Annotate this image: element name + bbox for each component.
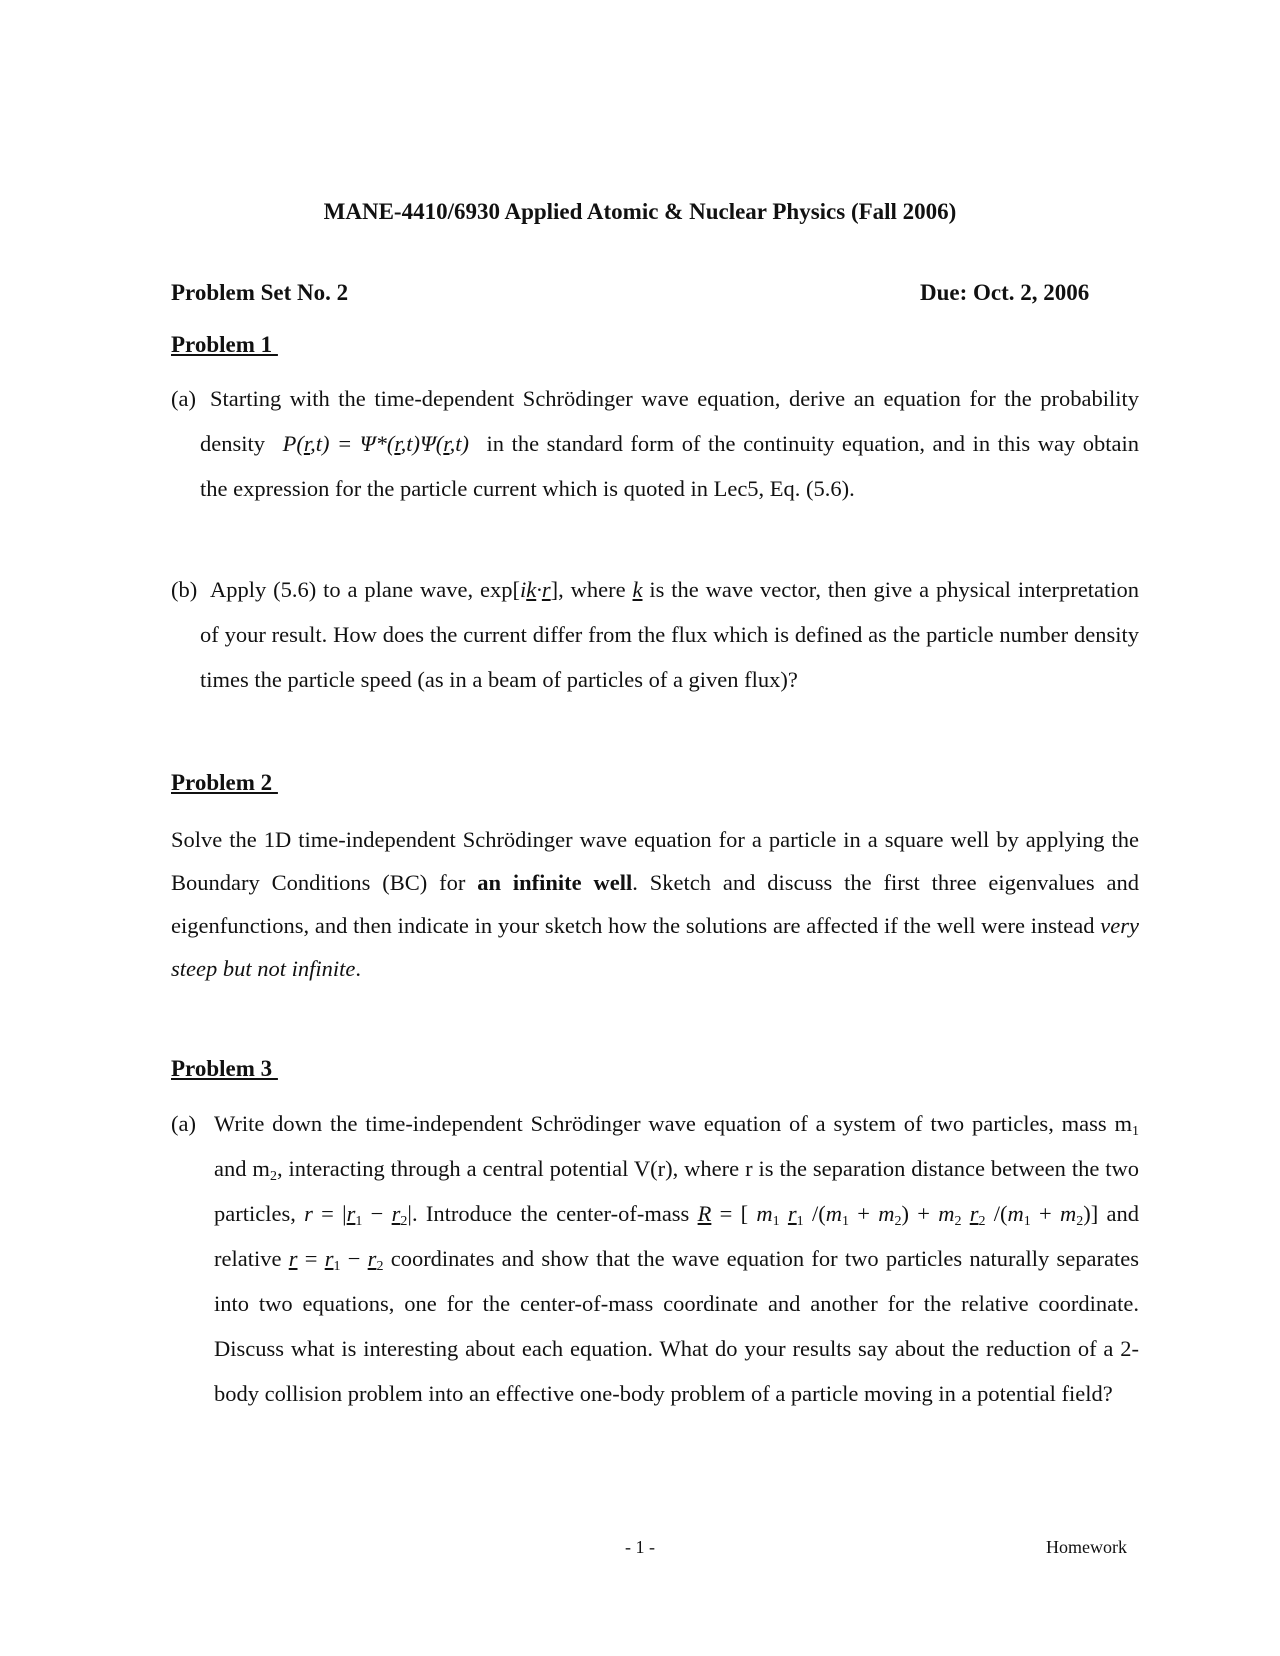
problem-2-text: Solve the 1D time-independent Schrödinger wave equation for a particle in a square well by applying the Boundary Conditions (BC) for an infinite well. Sketch and discuss the first three eigenvalues and eigenfunctions, and then indicate in your sketch how the solutions are affected if the well were instead very steep but not infinite.: [171, 827, 1140, 981]
plane-wave-formula: exp[ik·r]: [479, 577, 559, 602]
problem-1b: (b) Apply (5.6) to a plane wave, exp[ik·r], where k is the wave vector, then give a physical interpretation of your result. How does the current differ from the flux which is defined as the particle number density times the particle speed (as in a beam of particles of a given flux)?: [171, 567, 1139, 702]
steep-well-emphasis: very steep but not infinite: [171, 913, 1139, 981]
probability-density-formula: P(r,t) = Ψ*(r,t)Ψ(r,t): [282, 431, 469, 456]
center-of-mass-formula: R = [ $m_1$ $r_1$ $/(m_1 + m_2) + m_2$ $r_2$ $/(m_1 + m_2)$]: [697, 1201, 1099, 1229]
problem-1a: (a) Starting with the time-dependent Schrödinger wave equation, derive an equation for the probability density P(r,t) = Ψ*(r,t)Ψ(r,t) in the standard form of the continuity equation, and in this way obtain the expression for the particle current which is quoted in Lec5, Eq. (5.6).: [171, 376, 1139, 511]
problem-1b-label: (b): [171, 577, 198, 602]
problem-3a-label: (a): [171, 1111, 196, 1136]
problem-3-heading: Problem 3: [171, 1056, 278, 1081]
problem-2-heading: Problem 2: [171, 770, 278, 795]
due-date: Due: Oct. 2, 2006: [920, 280, 1090, 305]
problem-1-heading: Problem 1: [171, 332, 278, 357]
problem-3a: (a) Write down the time-independent Schrödinger wave equation of a system of two particles, mass $m_1$ and $m_2$, interacting through a central potential V(r), where r is the separation distance between the two particles, $r = |r_1 - r_2|$. Introduce the center-of-mass R = [ $m_1$ $r_1$ $/(m_1 + m_2) + m_2$ $r_2$ $/(m_1 + m_2)$] and relative $r = r_1 - r_2$ coordinates and show that the wave equation for two particles naturally separates into two equations, one for the center-of-mass coordinate and another for the relative coordinate. Discuss what is interesting about each equation. What do your results say about the reduction of a 2-body collision problem into an effective one-body problem of a particle moving in a potential field?: [171, 1101, 1139, 1416]
page-number: - 1 -: [625, 1537, 655, 1557]
footer-label: Homework: [1046, 1537, 1127, 1557]
problem-set-number: Problem Set No. 2: [171, 280, 349, 305]
problem-1a-label: (a): [171, 386, 196, 411]
infinite-well-emphasis: an infinite well: [477, 870, 633, 895]
course-title: MANE-4410/6930 Applied Atomic & Nuclear Physics (Fall 2006): [323, 199, 957, 224]
separation-formula: r: [304, 1201, 313, 1226]
relative-coordinate-formula: $r = r_1 - r_2$: [288, 1246, 384, 1274]
wave-vector-symbol: k: [632, 577, 643, 602]
